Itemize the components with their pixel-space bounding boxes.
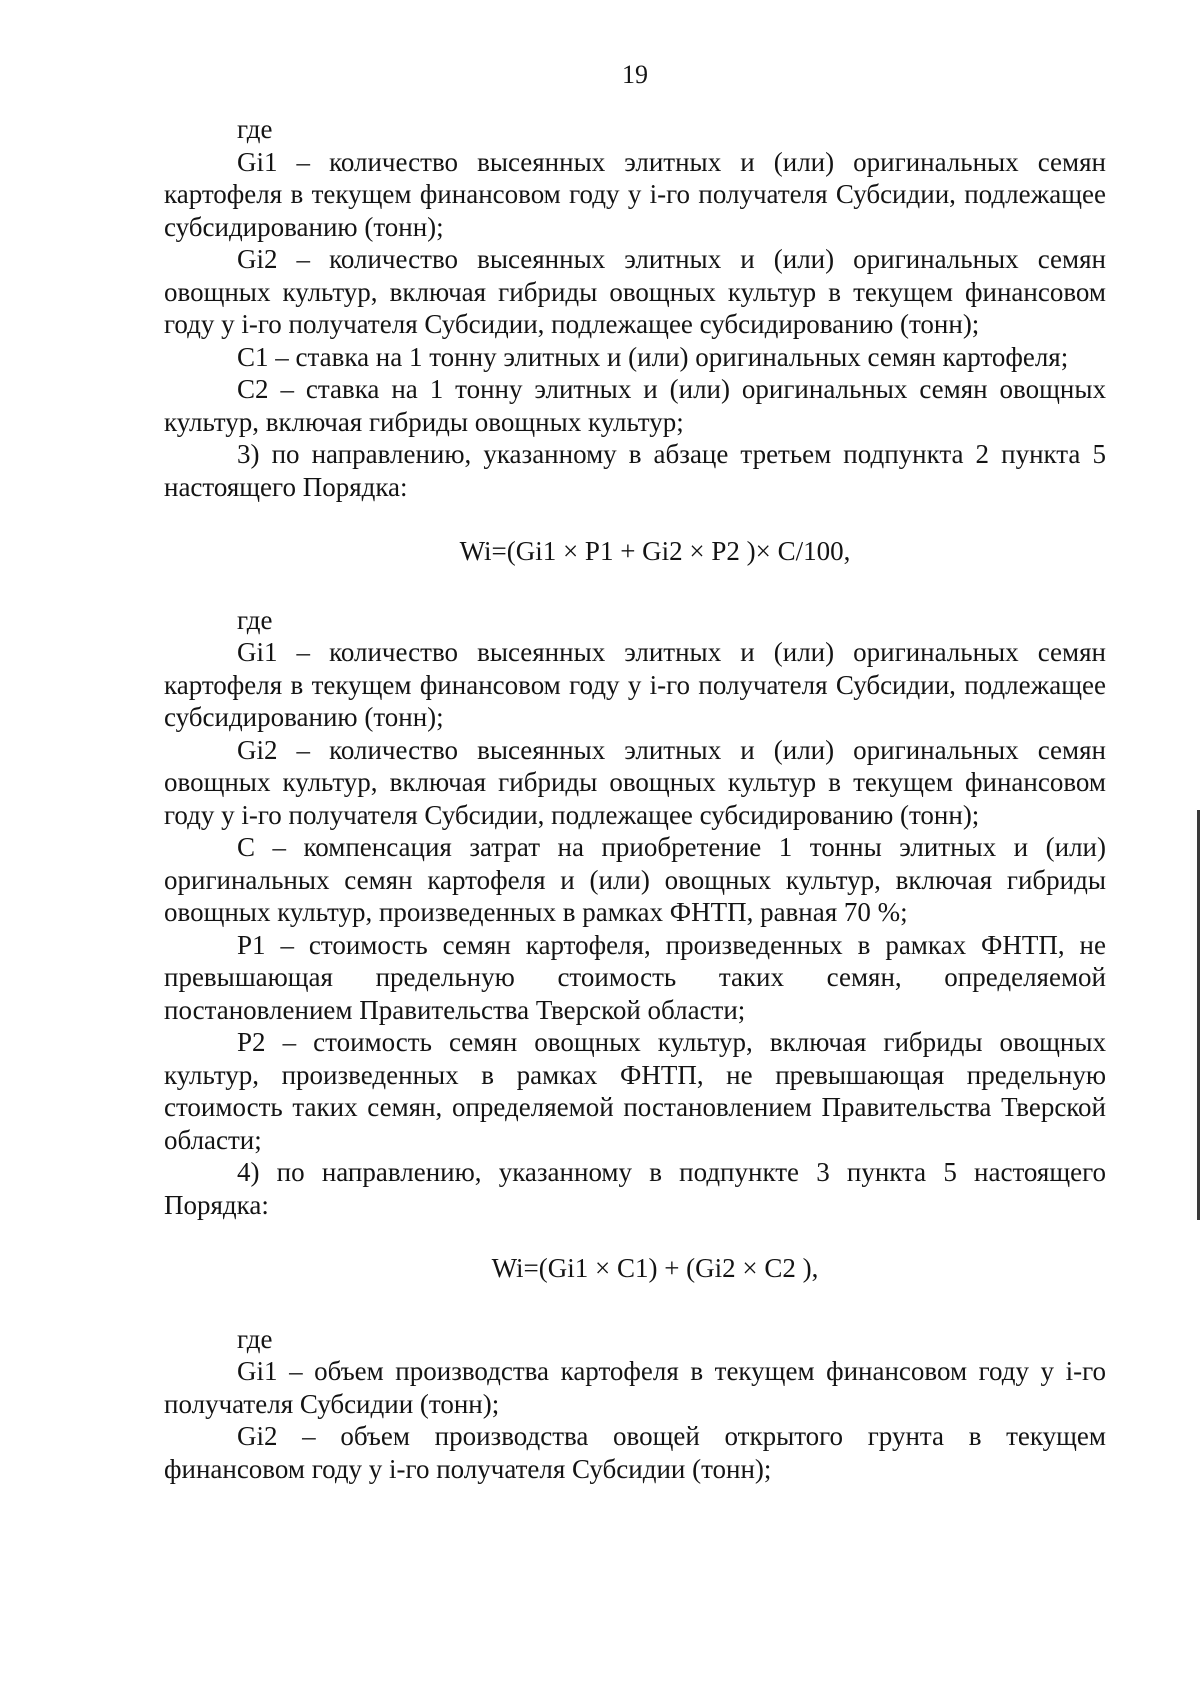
definition-paragraph: Gi2 – количество высеянных элитных и (или) оригинальных семян овощных культур, включая гибриды овощных культур в текущем финансовом году у i-го получателя Субсидии, подлежащее субсидированию (тонн); — [164, 244, 1106, 339]
definition-paragraph: C2 – ставка на 1 тонну элитных и (или) оригинальных семян овощных культур, включая гибриды овощных культур; — [164, 374, 1106, 437]
definition-paragraph: Gi1 – объем производства картофеля в текущем финансовом году у i-го получателя Субсидии (тонн); — [164, 1356, 1106, 1419]
definition-paragraph: Gi1 – количество высеянных элитных и (или) оригинальных семян картофеля в текущем финансовом году у i-го получателя Субсидии, подлежащее субсидированию (тонн); — [164, 637, 1106, 732]
clause-paragraph: 4) по направлению, указанному в подпункте 3 пункта 5 настоящего Порядка: — [164, 1157, 1106, 1220]
formula-1: Wi=(Gi1 × P1 + Gi2 × P2 )× C/100, — [459, 536, 851, 566]
spacer — [164, 568, 1106, 604]
definition-paragraph: P2 – стоимость семян овощных культур, включая гибриды овощных культур, произведенных в рамках ФНТП, не превышающая предельную стоимость таких семян, определяемой постановлением Правительства Тверской области; — [164, 1027, 1106, 1155]
where-label: где — [237, 604, 273, 635]
spacer — [164, 1221, 1106, 1252]
spacer — [164, 503, 1106, 535]
definition-paragraph: Gi2 – количество высеянных элитных и (или) оригинальных семян овощных культур, включая гибриды овощных культур в текущем финансовом году у i-го получателя Субсидии, подлежащее субсидированию (тонн); — [164, 734, 1106, 830]
spacer — [164, 1285, 1106, 1323]
definition-paragraph: C1 – ставка на 1 тонну элитных и (или) оригинальных семян картофеля; — [237, 341, 1069, 372]
where-label: где — [237, 114, 273, 144]
document-body — [164, 113, 1106, 1485]
definition-paragraph: P1 – стоимость семян картофеля, произведенных в рамках ФНТП, не превышающая предельную стоимость таких семян, определяемой постановлением Правительства Тверской области; — [164, 929, 1106, 1025]
page-number: 19 — [622, 60, 648, 89]
definition-paragraph: C – компенсация затрат на приобретение 1 тонны элитных и (или) оригинальных семян картофеля и (или) овощных культур, включая гибриды овощных культур, произведенных в рамках ФНТП, равная 70 %; — [164, 832, 1106, 927]
formula-2: Wi=(Gi1 × C1) + (Gi2 × C2 ), — [491, 1253, 819, 1283]
definition-paragraph: Gi2 – объем производства овощей открытого грунта в текущем финансовом году у i-го получателя Субсидии (тонн); — [164, 1421, 1106, 1484]
where-label: где — [237, 1323, 273, 1354]
definition-paragraph: Gi1 – количество высеянных элитных и (или) оригинальных семян картофеля в текущем финансовом году у i-го получателя Субсидии, подлежащее субсидированию (тонн); — [164, 146, 1106, 242]
clause-paragraph: 3) по направлению, указанному в абзаце третьем подпункта 2 пункта 5 настоящего Порядка: — [164, 439, 1106, 502]
